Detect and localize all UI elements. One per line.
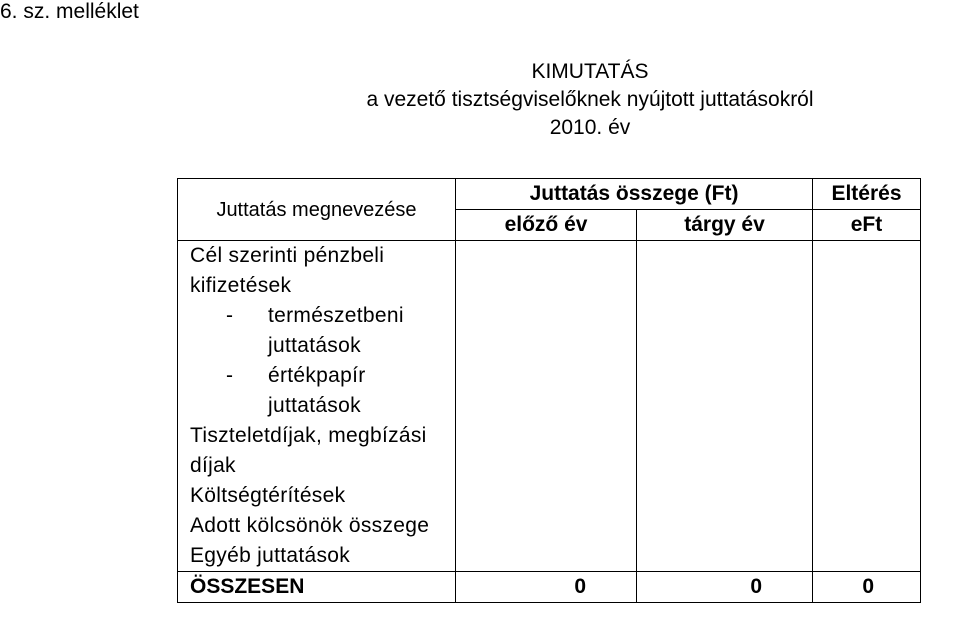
cell-current-empty <box>637 241 813 572</box>
row-in-kind <box>190 301 451 361</box>
total-current: 0 <box>637 572 813 603</box>
total-difference: 0 <box>813 572 921 603</box>
row-text: Tiszteletdíjak, megbízási díjak <box>190 424 427 477</box>
row-text: juttatások <box>268 394 361 417</box>
dash: - <box>226 364 234 387</box>
row-label-cash-payments <box>178 241 456 572</box>
header-amount: Juttatás összege (Ft) <box>456 179 813 210</box>
title-subtitle: a vezető tisztségviselőknek nyújtott juttatásokról <box>366 88 814 111</box>
header-difference: Eltérés <box>813 179 921 210</box>
row-text: természetbeni <box>268 304 404 327</box>
header-previous-year: előző év <box>456 210 637 241</box>
header-row-1 <box>178 179 921 210</box>
row-securities <box>190 361 451 421</box>
total-previous: 0 <box>456 572 637 603</box>
title-year: 2010. év <box>549 116 631 139</box>
row-text: Költségtérítések <box>190 484 346 507</box>
cell-difference-empty <box>813 241 921 572</box>
row-text: Cél szerinti pénzbeli kifizetések <box>190 244 385 297</box>
row-text: értékpapír <box>268 364 366 387</box>
total-label: ÖSSZESEN <box>178 572 456 603</box>
header-unit: eFt <box>813 210 921 241</box>
table-row <box>178 241 921 572</box>
row-text: Adott kölcsönök összege <box>190 514 430 537</box>
row-text: Egyéb juttatások <box>190 544 351 567</box>
header-name: Juttatás megnevezése <box>178 179 456 241</box>
header-current-year: tárgy év <box>637 210 813 241</box>
benefits-table <box>177 178 921 603</box>
title-main: KIMUTATÁS <box>531 60 649 83</box>
report-title <box>330 58 850 142</box>
cell-previous-empty <box>456 241 637 572</box>
total-row <box>178 572 921 603</box>
row-text: juttatások <box>268 334 361 357</box>
annex-label: 6. sz. melléklet <box>0 0 139 23</box>
dash: - <box>226 304 234 327</box>
